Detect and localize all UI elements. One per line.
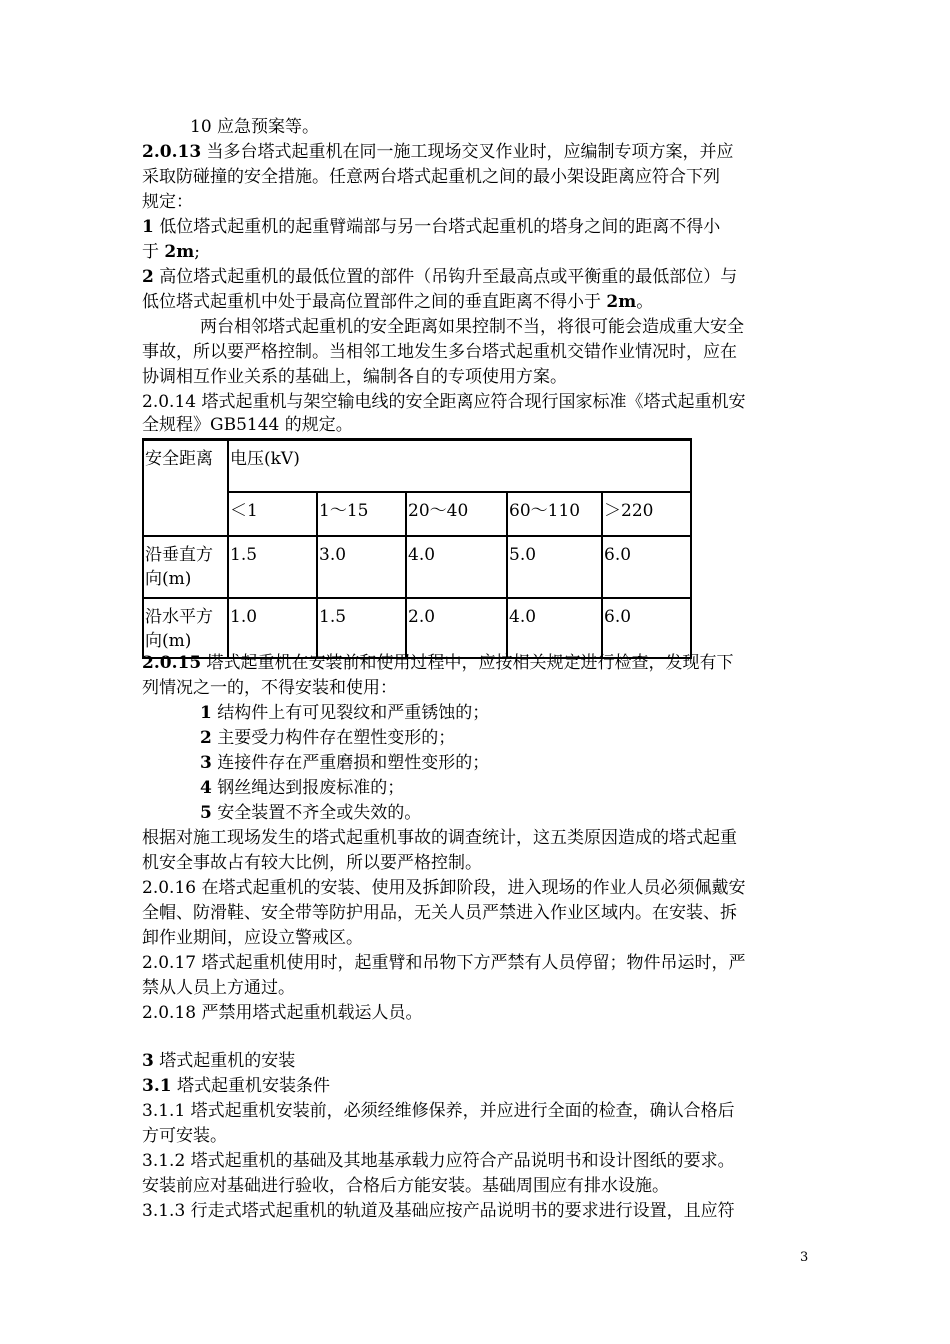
section-heading: 3 塔式起重机的安装 (142, 1051, 296, 1071)
paragraph-line: 10 应急预案等。 (190, 117, 320, 137)
voltage-cell: 20～40 (406, 492, 507, 536)
row-label-horizontal: 沿水平方 向(m) (143, 598, 228, 658)
table-cell: 5.0 (507, 536, 602, 598)
paragraph-line: 禁从人员上方通过。 (142, 978, 295, 998)
list-item: 3 连接件存在严重磨损和塑性变形的； (200, 753, 490, 773)
table-cell: 1.5 (228, 536, 317, 598)
list-item: 2 高位塔式起重机的最低位置的部件（吊钩升至最高点或平衡重的最低部位）与 (142, 267, 738, 287)
paragraph-line: 全规程》GB5144 的规定。 (142, 415, 353, 435)
clause-heading: 3.1.1 塔式起重机安装前，必须经维修保养，并应进行全面的检查，确认合格后 (142, 1101, 735, 1121)
list-item: 4 钢丝绳达到报废标准的； (200, 778, 405, 798)
list-item: 1 低位塔式起重机的起重臂端部与另一台塔式起重机的塔身之间的距离不得小 (142, 217, 721, 237)
paragraph-line: 事故，所以要严格控制。当相邻工地发生多台塔式起重机交错作业情况时，应在 (142, 342, 737, 362)
table-cell: 2.0 (406, 598, 507, 658)
table-cell: 1.5 (317, 598, 406, 658)
clause-heading: 2.0.16 在塔式起重机的安装、使用及拆卸阶段，进入现场的作业人员必须佩戴安 (142, 878, 746, 898)
clause-heading: 2.0.18 严禁用塔式起重机载运人员。 (142, 1003, 423, 1023)
clause-heading: 3.1.3 行走式塔式起重机的轨道及基础应按产品说明书的要求进行设置，且应符 (142, 1201, 735, 1221)
paragraph-line: 根据对施工现场发生的塔式起重机事故的调查统计，这五类原因造成的塔式起重 (142, 828, 737, 848)
paragraph-line: 采取防碰撞的安全措施。任意两台塔式起重机之间的最小架设距离应符合下列 (142, 167, 720, 187)
list-item: 5 安全装置不齐全或失效的。 (200, 803, 422, 823)
table-corner-cell: 安全距离 (143, 440, 228, 536)
voltage-cell: ＞220 (602, 492, 691, 536)
table-cell: 3.0 (317, 536, 406, 598)
table-cell: 6.0 (602, 536, 691, 598)
table-cell: 6.0 (602, 598, 691, 658)
voltage-cell: 1～15 (317, 492, 406, 536)
subsection-heading: 3.1 塔式起重机安装条件 (142, 1076, 330, 1096)
paragraph-line: 协调相互作业关系的基础上，编制各自的专项使用方案。 (142, 367, 567, 387)
paragraph-line: 方可安装。 (142, 1126, 227, 1146)
list-item: 1 结构件上有可见裂纹和严重锈蚀的； (200, 703, 490, 723)
paragraph-line: 卸作业期间，应设立警戒区。 (142, 928, 363, 948)
table-cell: 1.0 (228, 598, 317, 658)
voltage-cell: 60～110 (507, 492, 602, 536)
clause-heading: 2.0.13 当多台塔式起重机在同一施工现场交叉作业时，应编制专项方案，并应 (142, 142, 734, 162)
voltage-header-cell: 电压(kV) (228, 440, 691, 492)
paragraph-line: 机安全事故占有较大比例，所以要严格控制。 (142, 853, 482, 873)
paragraph-line: 于 2m; (142, 242, 200, 262)
voltage-cell: ＜1 (228, 492, 317, 536)
row-label-vertical: 沿垂直方 向(m) (143, 536, 228, 598)
clause-heading: 2.0.15 塔式起重机在安装前和使用过程中，应按相关规定进行检查，发现有下 (142, 653, 734, 673)
paragraph-line: 规定： (142, 192, 193, 212)
paragraph-line: 安装前应对基础进行验收，合格后方能安装。基础周围应有排水设施。 (142, 1176, 669, 1196)
paragraph-line: 全帽、防滑鞋、安全带等防护用品，无关人员严禁进入作业区域内。在安装、拆 (142, 903, 737, 923)
page-number: 3 (800, 1250, 809, 1265)
paragraph-line: 列情况之一的，不得安装和使用： (142, 678, 397, 698)
clause-heading: 2.0.17 塔式起重机使用时，起重臂和吊物下方严禁有人员停留；物件吊运时，严 (142, 953, 746, 973)
list-item: 2 主要受力构件存在塑性变形的； (200, 728, 456, 748)
clause-heading: 2.0.14 塔式起重机与架空输电线的安全距离应符合现行国家标准《塔式起重机安 (142, 392, 746, 412)
clause-heading: 3.1.2 塔式起重机的基础及其地基承载力应符合产品说明书和设计图纸的要求。 (142, 1151, 735, 1171)
safety-distance-table (142, 438, 692, 659)
table-cell: 4.0 (406, 536, 507, 598)
paragraph-line: 两台相邻塔式起重机的安全距离如果控制不当，将很可能会造成重大安全 (200, 317, 744, 337)
paragraph-line: 低位塔式起重机中处于最高位置部件之间的垂直距离不得小于 2m。 (142, 292, 654, 312)
table-cell: 4.0 (507, 598, 602, 658)
